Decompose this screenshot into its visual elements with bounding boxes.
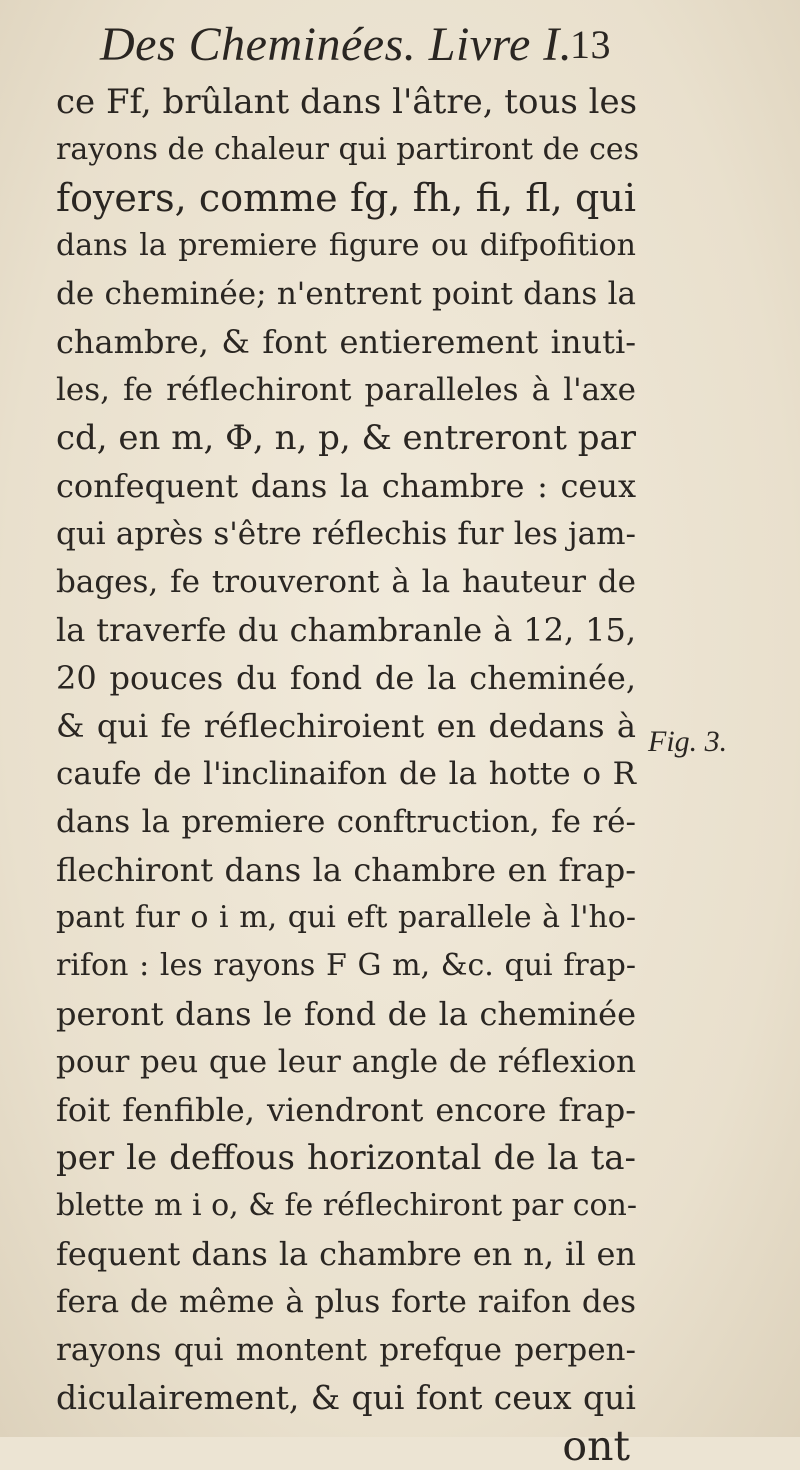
text-line: la traverfe du chambranle à 12, 15, <box>56 611 636 649</box>
text-line: diculairement, & qui font ceux qui <box>56 1378 636 1417</box>
text-line: caufe de l'inclinaifon de la hotte o R <box>56 756 636 792</box>
text-line: rifon : les rayons F G m, &c. qui frap- <box>56 948 636 983</box>
text-line: pour peu que leur angle de réflexion <box>56 1044 636 1080</box>
text-line: foit fenfible, viendront encore frap- <box>56 1091 636 1129</box>
text-line: pant fur o i m, qui eft parallele à l'ho- <box>56 900 636 935</box>
text-line: 20 pouces du fond de la cheminée, <box>56 659 636 697</box>
text-line: peront dans le fond de la cheminée <box>56 995 636 1033</box>
figure-reference: Fig. 3. <box>648 725 728 758</box>
text-line: ce Ff, brûlant dans l'âtre, tous les <box>56 82 638 122</box>
body-text <box>56 78 640 1470</box>
text-line: cd, en m, Φ, n, p, & entreront par <box>56 418 636 458</box>
text-line: bages, fe trouveront à la hauteur de <box>56 564 636 600</box>
text-line: qui après s'être réflechis fur les jam- <box>56 516 636 552</box>
text-line: per le deffous horizontal de la ta- <box>56 1138 636 1178</box>
page-number: 13 <box>570 22 611 67</box>
text-line: flechiront dans la chambre en frap- <box>56 851 636 889</box>
text-line: foyers, comme fg, fh, fi, fl, qui <box>56 176 636 220</box>
running-header <box>100 14 660 76</box>
text-line: chambre, & font entierement inuti- <box>56 323 636 361</box>
text-line: ont <box>562 1422 630 1470</box>
text-line: fera de même à plus forte raifon des <box>56 1284 636 1320</box>
text-line: fequent dans la chambre en n, il en <box>56 1235 636 1273</box>
text-line: de cheminée; n'entrent point dans la <box>56 276 636 312</box>
text-line: les, fe réflechiront paralleles à l'axe <box>56 372 636 408</box>
text-line: dans la premiere conftruction, fe ré- <box>56 804 636 840</box>
text-line: blette m i o, & fe réflechiront par con- <box>56 1188 638 1223</box>
text-line: & qui fe réflechiroient en dedans à <box>56 707 636 745</box>
text-line: rayons qui montent prefque perpen- <box>56 1332 636 1368</box>
text-line: dans la premiere figure ou difpofition <box>56 228 636 263</box>
text-line: confequent dans la chambre : ceux <box>56 467 636 505</box>
running-title: Des Cheminées. Livre I. <box>100 18 573 71</box>
text-line: rayons de chaleur qui partiront de ces <box>56 132 640 167</box>
